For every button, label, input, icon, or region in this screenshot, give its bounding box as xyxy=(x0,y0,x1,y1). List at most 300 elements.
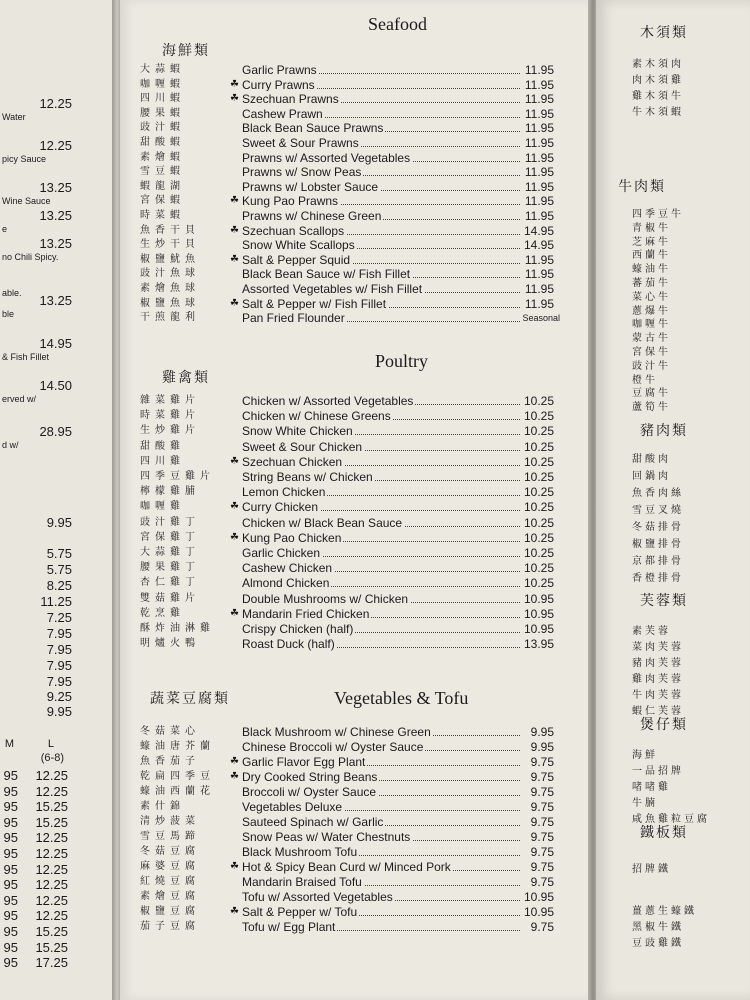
right-page-dish: 青椒牛 xyxy=(632,222,671,234)
right-page-dish: 甜酸肉 xyxy=(632,454,671,465)
menu-item-name: Chicken w/ Chinese Greens xyxy=(242,409,391,424)
size-price-large: 15.25 xyxy=(35,814,68,830)
left-page-price: 28.95 xyxy=(39,424,72,439)
menu-item-name: Chicken w/ Assorted Vegetables xyxy=(242,394,414,408)
menu-item xyxy=(120,829,560,845)
menu-item-name: Cashew Prawn xyxy=(242,106,323,121)
menu-item-name: Prawns w/ Snow Peas xyxy=(242,165,362,180)
right-page-dish: 雞木須牛 xyxy=(632,91,684,102)
menu-item-name: Pan Fried Flounder xyxy=(242,311,345,326)
menu-item-name: Prawns w/ Assorted Vegetables xyxy=(242,150,411,165)
left-page-price: 8.25 xyxy=(46,578,72,593)
menu-item-name: Vegetables Deluxe xyxy=(242,800,343,814)
menu-item xyxy=(120,179,560,195)
right-page-dish: 回鍋肉 xyxy=(632,471,671,482)
chili-pepper-icon: ☘ xyxy=(230,224,239,236)
menu-item-name: Hot & Spicy Bean Curd w/ Minced Pork xyxy=(242,860,451,874)
menu-item-price: 10.95 xyxy=(523,606,554,621)
menu-item xyxy=(120,844,560,860)
menu-item-chinese-name: 四川蝦 xyxy=(140,93,185,105)
size-price-medium: 95 xyxy=(3,799,18,815)
right-page-section-title: 煲仔類 xyxy=(640,717,688,733)
menu-item-name: Cashew Chicken xyxy=(242,561,333,576)
right-page-dish: 菜心牛 xyxy=(632,291,671,303)
menu-item-chinese-name: 乾扁四季豆 xyxy=(140,771,215,782)
menu-item-chinese-name: 素燴豆腐 xyxy=(140,891,200,902)
chili-pepper-icon: ☘ xyxy=(230,607,239,619)
menu-item xyxy=(120,469,560,485)
chili-pepper-icon: ☘ xyxy=(230,195,239,207)
menu-item xyxy=(120,91,560,107)
menu-item-chinese-name: 大蒜雞丁 xyxy=(140,547,200,558)
menu-item-name: String Beans w/ Chicken xyxy=(242,470,373,484)
right-page-dish: 素芙蓉 xyxy=(632,626,671,637)
left-page-price: 9.95 xyxy=(46,515,72,530)
size-price-medium: 95 xyxy=(3,892,18,908)
menu-item-name: Salt & Pepper w/ Fish Fillet xyxy=(242,296,387,311)
menu-item xyxy=(120,560,560,576)
menu-item xyxy=(120,252,560,268)
menu-item-price: 10.25 xyxy=(523,500,554,515)
menu-item-name: Szechuan Scallops xyxy=(242,223,345,238)
menu-item-chinese-name: 時菜蝦 xyxy=(140,210,185,221)
left-page-price: 7.95 xyxy=(46,658,72,673)
menu-item-name: Tofu w/ Egg Plant xyxy=(242,920,336,934)
menu-item-price: 9.95 xyxy=(530,725,554,739)
size-price-medium: 95 xyxy=(3,877,18,893)
menu-item-price: 10.25 xyxy=(523,454,554,469)
menu-item-name: Tofu w/ Assorted Vegetables xyxy=(242,890,393,904)
right-page-dish: 豆腐牛 xyxy=(632,388,671,400)
chili-pepper-icon: ☘ xyxy=(230,906,239,917)
size-price-medium: 95 xyxy=(3,846,18,861)
menu-item-name: Mandarin Fried Chicken xyxy=(242,606,370,621)
right-page-dish: 咸魚雞粒豆腐 xyxy=(632,814,710,825)
menu-item-name: Black Bean Sauce Prawns xyxy=(242,121,384,136)
right-page-section-title: 鐵板類 xyxy=(640,825,688,841)
menu-item xyxy=(120,423,560,439)
menu-item-chinese-name: 明爐火鴨 xyxy=(140,638,200,650)
menu-item-name: Snow White Chicken xyxy=(242,424,353,439)
menu-item xyxy=(120,266,560,282)
menu-item-chinese-name: 宮保雞丁 xyxy=(140,531,200,543)
left-page-note: d w/ xyxy=(2,440,19,450)
menu-item xyxy=(120,874,560,890)
right-page-dish: 咖喱牛 xyxy=(632,319,671,331)
menu-item-chinese-name: 生炒干貝 xyxy=(140,239,200,251)
menu-item-price: 11.95 xyxy=(524,150,554,165)
menu-item-chinese-name: 豉汁蝦 xyxy=(140,122,185,134)
menu-item-name: Black Bean Sauce w/ Fish Fillet xyxy=(242,267,411,282)
right-page-dish: 雪豆叉燒 xyxy=(632,505,684,516)
menu-item-price: 13.95 xyxy=(523,637,554,652)
menu-item xyxy=(120,393,560,409)
size-price-medium: 95 xyxy=(3,939,18,955)
menu-item-price: 11.95 xyxy=(524,282,554,296)
menu-item-price: 9.75 xyxy=(530,815,554,829)
menu-item xyxy=(120,859,560,875)
menu-item xyxy=(120,724,560,740)
menu-item xyxy=(120,739,560,755)
menu-item-chinese-name: 雜菜雞片 xyxy=(140,395,200,406)
menu-item xyxy=(120,310,560,326)
right-page-dish: 牛肉芙蓉 xyxy=(632,690,684,701)
menu-item-name: Prawns w/ Lobster Sauce xyxy=(242,179,379,194)
menu-item-price: 9.75 xyxy=(530,845,554,859)
menu-item-name: Chinese Broccoli w/ Oyster Sauce xyxy=(242,740,424,754)
menu-item xyxy=(120,515,560,531)
menu-item-price: 9.75 xyxy=(530,875,554,889)
menu-item-chinese-name: 豉汁雞丁 xyxy=(140,516,200,528)
right-page-dish: 香橙排骨 xyxy=(632,573,684,584)
menu-item-chinese-name: 素燴魚球 xyxy=(140,283,200,294)
left-page-price: 5.75 xyxy=(46,562,72,577)
left-page-note: ble xyxy=(2,309,15,319)
menu-item-price: 9.75 xyxy=(530,920,554,934)
menu-item xyxy=(120,120,560,136)
menu-item xyxy=(120,62,560,78)
menu-item-chinese-name: 雪豆馬蹄 xyxy=(140,831,200,842)
menu-item-chinese-name: 雪豆蝦 xyxy=(140,166,185,178)
size-price-medium: 95 xyxy=(3,768,18,783)
size-price-large: 12.25 xyxy=(35,861,68,877)
menu-item-price: 11.95 xyxy=(524,63,554,77)
size-price-large: 15.25 xyxy=(35,799,68,815)
menu-item-price: 10.25 xyxy=(523,439,554,454)
left-page-price: 13.25 xyxy=(39,208,72,223)
menu-item-chinese-name: 蝦龍湖 xyxy=(140,180,185,192)
menu-item xyxy=(120,408,560,424)
menu-item xyxy=(120,164,560,180)
left-page-note: no Chili Spicy. xyxy=(2,252,59,262)
menu-item-price: 10.25 xyxy=(523,546,554,560)
menu-item xyxy=(120,193,560,209)
right-page-section-title: 芙蓉類 xyxy=(640,593,688,609)
left-page-price: 11.25 xyxy=(40,594,72,609)
left-page-note: able. xyxy=(2,288,22,298)
size-price-large: 12.25 xyxy=(35,830,68,846)
right-page-dish: 宮保牛 xyxy=(632,347,671,358)
menu-item-price: 10.25 xyxy=(523,561,554,576)
right-page-dish: 京都排骨 xyxy=(632,556,684,567)
menu-item xyxy=(120,769,560,785)
menu-item-name: Dry Cooked String Beans xyxy=(242,770,378,784)
menu-item-price: 11.95 xyxy=(524,106,554,121)
menu-item-chinese-name: 甜酸蝦 xyxy=(140,137,185,148)
menu-item-price: Seasonal xyxy=(520,310,560,326)
menu-item xyxy=(120,296,560,312)
menu-item xyxy=(120,150,560,166)
menu-item-chinese-name: 蠔油唐芥蘭 xyxy=(140,741,215,752)
right-page-dish: 蘆筍牛 xyxy=(632,402,671,414)
menu-item-price: 14.95 xyxy=(523,238,554,253)
left-page-note: e xyxy=(2,224,8,234)
seafood-chinese-title: 海鮮類 xyxy=(162,43,210,59)
menu-item xyxy=(120,606,560,622)
chili-pepper-icon: ☘ xyxy=(230,297,239,309)
menu-item-chinese-name: 蠔油西蘭花 xyxy=(140,786,215,797)
chili-pepper-icon: ☘ xyxy=(230,253,239,265)
right-page-dish: 蝦仁芙蓉 xyxy=(632,706,684,717)
menu-item-name: Sweet & Sour Chicken xyxy=(242,439,363,454)
menu-item-name: Snow Peas w/ Water Chestnuts xyxy=(242,830,411,844)
size-price-medium: 95 xyxy=(3,783,18,799)
menu-item-name: Almond Chicken xyxy=(242,576,330,591)
menu-item-chinese-name: 冬菇豆腐 xyxy=(140,846,200,857)
menu-item xyxy=(120,499,560,515)
menu-item-name: Salt & Pepper Squid xyxy=(242,252,351,267)
menu-item-chinese-name: 時菜雞片 xyxy=(140,410,200,422)
right-page-dish: 肉木須雞 xyxy=(632,75,684,86)
menu-item-chinese-name: 紅燒豆腐 xyxy=(140,876,200,887)
right-page-dish: 薑蔥生蠔鐵 xyxy=(632,906,697,917)
menu-item-chinese-name: 四季豆雞片 xyxy=(140,471,215,482)
poultry-title: Poultry xyxy=(375,351,429,371)
right-page-dish: 四季豆牛 xyxy=(632,209,684,220)
menu-item-name: Snow White Scallops xyxy=(242,238,355,253)
menu-item xyxy=(120,208,560,224)
menu-item-price: 11.95 xyxy=(524,165,554,180)
menu-item-price: 10.95 xyxy=(523,905,554,919)
menu-item-chinese-name: 咖喱雞 xyxy=(140,501,185,513)
size-price-medium: 95 xyxy=(3,814,18,830)
poultry-chinese-title: 雞禽類 xyxy=(162,370,210,386)
right-page-dish: 蠔油牛 xyxy=(632,264,671,276)
right-page-dish: 菜肉芙蓉 xyxy=(632,642,684,653)
left-page-price: 13.25 xyxy=(39,236,72,251)
menu-item-price: 11.95 xyxy=(524,121,554,136)
menu-item-chinese-name: 乾烹雞 xyxy=(140,607,185,619)
right-page-dish: 豉汁牛 xyxy=(632,360,671,372)
menu-item-price: 11.95 xyxy=(524,296,554,311)
size-price-medium: 95 xyxy=(3,955,18,971)
menu-item-price: 9.75 xyxy=(530,755,554,769)
menu-item xyxy=(120,919,560,935)
left-page-price: 14.95 xyxy=(39,336,72,351)
right-page-dish: 招牌鐵 xyxy=(632,864,671,875)
menu-item-chinese-name: 椒鹽魷魚 xyxy=(140,253,200,265)
menu-item-price: 11.95 xyxy=(524,194,554,209)
right-page-dish: 海鮮 xyxy=(632,750,658,761)
size-price-medium: 95 xyxy=(3,830,18,846)
menu-item-price: 9.95 xyxy=(530,740,554,754)
menu-item-name: Garlic Chicken xyxy=(242,546,321,560)
left-page-price: 9.95 xyxy=(46,704,72,719)
left-page-price: 13.25 xyxy=(39,180,72,195)
menu-item-price: 10.25 xyxy=(523,424,554,439)
menu-item xyxy=(120,530,560,546)
menu-item-chinese-name: 四川雞 xyxy=(140,455,185,467)
left-page-price: 5.75 xyxy=(46,546,72,561)
left-page-price: 14.50 xyxy=(39,378,72,393)
menu-item-chinese-name: 甜酸雞 xyxy=(140,440,185,452)
menu-item-chinese-name: 大蒜蝦 xyxy=(140,64,185,75)
menu-item-price: 9.75 xyxy=(530,830,554,844)
menu-item xyxy=(120,106,560,122)
menu-item-price: 10.25 xyxy=(523,394,554,408)
size-price-medium: 95 xyxy=(3,924,18,939)
menu-item-name: Chicken w/ Black Bean Sauce xyxy=(242,515,403,530)
menu-item-name: Szechuan Prawns xyxy=(242,92,339,107)
right-page-dish: 素木須肉 xyxy=(632,59,684,70)
size-price-large: 12.25 xyxy=(35,783,68,799)
menu-item-chinese-name: 檸檬雞脯 xyxy=(140,486,200,498)
menu-item-chinese-name: 素燴蝦 xyxy=(140,151,185,163)
menu-item-name: Black Mushroom Tofu xyxy=(242,845,358,859)
menu-item-chinese-name: 生炒雞片 xyxy=(140,425,200,437)
menu-item-price: 11.95 xyxy=(524,92,554,107)
menu-item-price: 9.75 xyxy=(530,785,554,799)
left-page-note: erved w/ xyxy=(2,394,37,404)
size-header-servings: (6-8) xyxy=(40,752,64,764)
menu-item-chinese-name: 宮保蝦 xyxy=(140,195,185,207)
size-price-large: 17.25 xyxy=(35,955,68,971)
right-page-dish: 芝麻牛 xyxy=(632,236,671,248)
left-page-price: 7.95 xyxy=(46,642,72,657)
right-page-dish: 西蘭牛 xyxy=(632,250,671,262)
left-page-price: 7.25 xyxy=(46,610,72,625)
size-price-large: 12.25 xyxy=(35,908,68,924)
chili-pepper-icon: ☘ xyxy=(230,861,239,872)
right-page-dish: 一品招牌 xyxy=(632,766,684,777)
menu-item-name: Crispy Chicken (half) xyxy=(242,622,354,636)
size-price-large: 12.25 xyxy=(35,892,68,908)
right-page-dish: 豬肉芙蓉 xyxy=(632,658,684,669)
menu-item-price: 11.95 xyxy=(524,77,554,92)
menu-item-price: 10.25 xyxy=(523,409,554,424)
menu-item-name: Prawns w/ Chinese Green xyxy=(242,209,382,223)
menu-item-price: 9.75 xyxy=(530,860,554,874)
size-price-large: 12.25 xyxy=(35,877,68,893)
right-page-dish: 蕃茄牛 xyxy=(632,278,671,289)
menu-item-name: Salt & Pepper w/ Tofu xyxy=(242,905,358,919)
size-price-large: 12.25 xyxy=(35,846,68,861)
right-page-section-title: 豬肉類 xyxy=(640,423,688,439)
menu-item xyxy=(120,621,560,637)
left-page-price: 7.95 xyxy=(46,674,72,689)
right-page-dish: 雞肉芙蓉 xyxy=(632,674,684,685)
menu-item-name: Curry Prawns xyxy=(242,77,315,92)
right-page-dish: 冬菇排骨 xyxy=(632,522,684,533)
left-page-note: Water xyxy=(2,112,26,122)
menu-item-name: Lemon Chicken xyxy=(242,485,326,500)
size-price-large: 15.25 xyxy=(35,939,68,955)
menu-item-chinese-name: 干煎龍利 xyxy=(140,312,200,324)
right-page-dish: 牛腩 xyxy=(632,798,658,809)
menu-item xyxy=(120,439,560,455)
right-page-dish: 蒙古牛 xyxy=(632,333,671,345)
menu-item-chinese-name: 豉汁魚球 xyxy=(140,268,200,280)
menu-item xyxy=(120,545,560,561)
left-page-note: picy Sauce xyxy=(2,154,47,164)
vegetables-tofu-title: Vegetables & Tofu xyxy=(334,688,469,708)
right-page-dish: 啫啫雞 xyxy=(632,782,671,793)
chili-pepper-icon: ☘ xyxy=(230,756,239,767)
chili-pepper-icon: ☘ xyxy=(230,455,239,467)
menu-item xyxy=(120,77,560,93)
menu-item-name: Sweet & Sour Prawns xyxy=(242,136,359,150)
chili-pepper-icon: ☘ xyxy=(230,78,239,90)
menu-item-price: 10.95 xyxy=(523,890,554,904)
menu-item-price: 11.95 xyxy=(524,267,554,282)
menu-item-name: Mandarin Braised Tofu xyxy=(242,875,362,889)
menu-item xyxy=(120,237,560,253)
menu-item xyxy=(120,135,560,151)
size-header-medium: M xyxy=(4,738,14,750)
menu-item xyxy=(120,754,560,770)
menu-item-chinese-name: 清炒菠菜 xyxy=(140,816,200,827)
menu-item-name: Kung Pao Prawns xyxy=(242,194,339,209)
size-price-medium: 95 xyxy=(3,908,18,924)
size-price-medium: 95 xyxy=(3,861,18,877)
size-price-large: 15.25 xyxy=(35,924,68,939)
right-page-dish: 黑椒牛鐵 xyxy=(632,922,684,933)
menu-item-chinese-name: 椒鹽魚球 xyxy=(140,297,200,309)
left-page-note: & Fish Fillet xyxy=(2,352,50,362)
chili-pepper-icon: ☘ xyxy=(230,531,239,543)
chili-pepper-icon: ☘ xyxy=(230,771,239,782)
right-page-section-title: 牛肉類 xyxy=(618,179,666,195)
menu-item-chinese-name: 杏仁雞丁 xyxy=(140,577,200,589)
menu-item-name: Sauteed Spinach w/ Garlic xyxy=(242,815,384,829)
vegetables-chinese-title: 蔬菜豆腐類 xyxy=(150,691,230,707)
seafood-title: Seafood xyxy=(368,14,427,34)
menu-item-price: 10.25 xyxy=(523,485,554,500)
menu-item-price: 11.95 xyxy=(524,209,554,223)
menu-item-chinese-name: 魚香茄子 xyxy=(140,756,200,767)
menu-item-price: 10.25 xyxy=(523,530,554,545)
menu-item xyxy=(120,904,560,920)
left-page-price: 12.25 xyxy=(39,138,72,153)
menu-item xyxy=(120,454,560,470)
menu-item-chinese-name: 椒鹽豆腐 xyxy=(140,906,200,917)
menu-item-price: 11.95 xyxy=(524,252,554,267)
menu-item-chinese-name: 腰果蝦 xyxy=(140,107,185,119)
chili-pepper-icon: ☘ xyxy=(230,501,239,513)
menu-item xyxy=(120,591,560,607)
menu-item-name: Double Mushrooms w/ Chicken xyxy=(242,591,409,606)
menu-item-price: 10.25 xyxy=(523,515,554,530)
menu-item-chinese-name: 魚香干貝 xyxy=(140,224,200,236)
left-page-price: 7.95 xyxy=(46,626,72,641)
menu-item-chinese-name: 酥炸油淋雞 xyxy=(140,623,215,634)
menu-item xyxy=(120,223,560,239)
right-page-dish: 蔥爆牛 xyxy=(632,305,671,317)
menu-item xyxy=(120,799,560,815)
menu-item-chinese-name: 素什錦 xyxy=(140,801,185,812)
menu-item-name: Black Mushroom w/ Chinese Green xyxy=(242,725,431,739)
right-page-dish: 豆豉雞鐵 xyxy=(632,938,684,949)
left-page-note: Wine Sauce xyxy=(2,196,51,206)
menu-item-price: 10.25 xyxy=(523,576,554,591)
menu-item-price: 11.95 xyxy=(524,136,554,150)
menu-item-name: Broccoli w/ Oyster Sauce xyxy=(242,785,377,799)
menu-item-chinese-name: 腰果雞丁 xyxy=(140,562,200,574)
right-menu-page xyxy=(596,0,750,1000)
menu-item-chinese-name: 雙菇雞片 xyxy=(140,592,200,604)
menu-item xyxy=(120,484,560,500)
right-page-dish: 椒鹽排骨 xyxy=(632,539,684,550)
menu-item xyxy=(120,281,560,297)
menu-item xyxy=(120,889,560,905)
menu-item-price: 9.75 xyxy=(530,770,554,784)
menu-item xyxy=(120,784,560,800)
left-menu-page xyxy=(0,0,114,1000)
size-header-large: L xyxy=(47,738,54,750)
menu-item-chinese-name: 茄子豆腐 xyxy=(140,921,200,932)
menu-item-name: Curry Chicken xyxy=(242,500,319,515)
menu-item-name: Szechuan Chicken xyxy=(242,454,343,469)
